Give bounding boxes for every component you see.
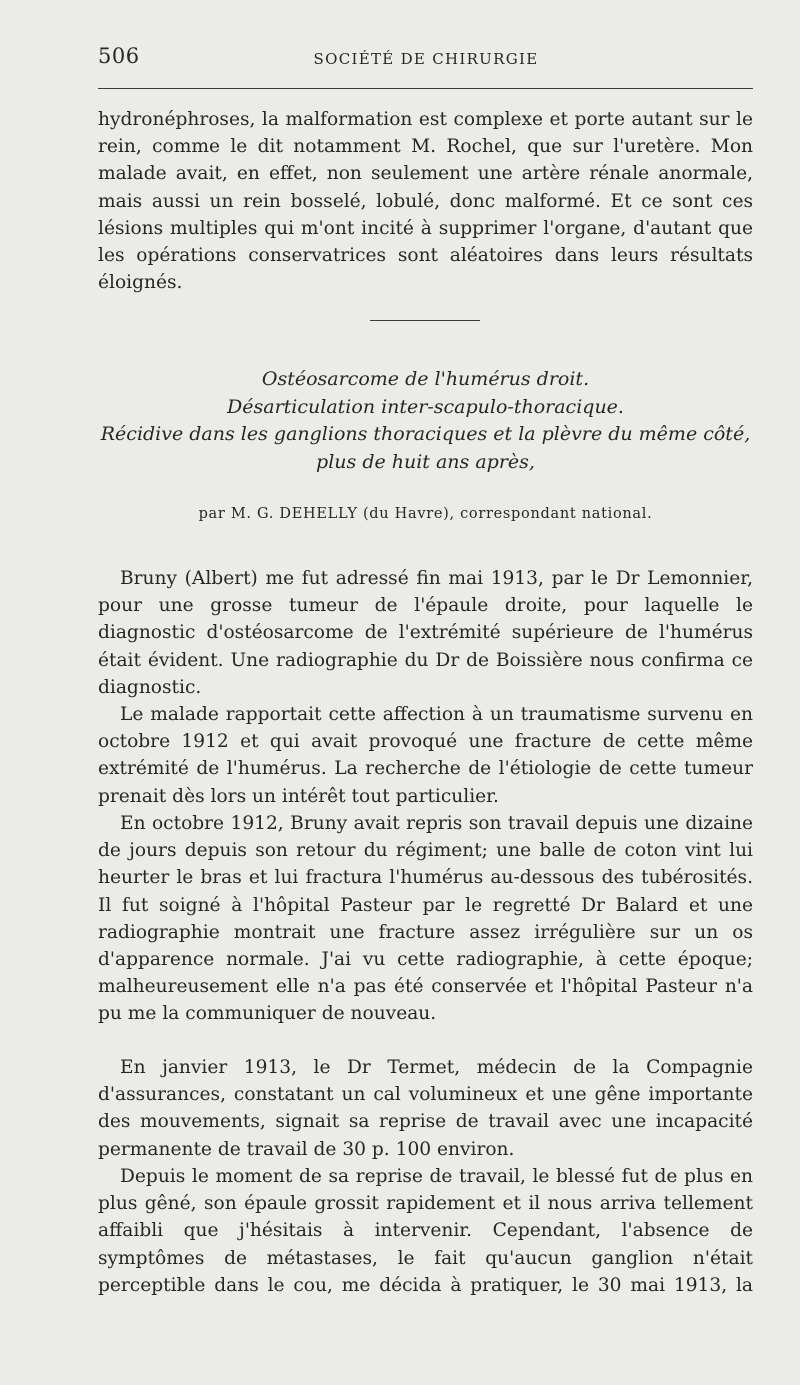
continuation-paragraph: hydronéphroses, la malformation est complexe et porte autant sur le rein, comme le dit notamment M. Rochel, que sur l'uretère. Mon malade avait, en effet, non seulement une artère rénale anormale, mais aussi un rein bosselé, lobulé, donc malformé. Et ce sont ces lésions multiples qui m'ont incité à supprimer l'organe, d'autant que les opérations conservatrices sont aléatoires dans leurs résultats éloignés. [98,109,753,294]
running-header [98,44,754,74]
page-number: 506 [98,44,140,68]
body-paragraph-3: En octobre 1912, Bruny avait repris son travail depuis une dizaine de jours depuis son retour du régiment; une balle de coton vint lui heurter le bras et lui fractura l'humérus au-dessous des tubérosités. Il fut soigné à l'hôpital Pasteur par le regretté Dr Balard et une radiographie montrait une fracture assez irrégulière sur un os d'apparence normale. J'ai vu cette radiographie, à cette époque; malheureusement elle n'a pas été conservée et l'hôpital Pasteur n'a pu me la communiquer de nouveau. [98,813,753,1025]
running-title: SOCIÉTÉ DE CHIRURGIE [313,50,539,68]
body-paragraph-2: Le malade rapportait cette affection à un traumatisme survenu en octobre 1912 et qui avait provoqué une fracture de cette même extrémité de l'humérus. La recherche de l'étiologie de cette tumeur prenait dès lors un intérêt tout particulier. [98,704,753,807]
article-title-line-2: Désarticulation inter-scapulo-thoracique. [227,395,624,418]
article-title-line-1: Ostéosarcome de l'humérus droit. [261,368,590,390]
article-title [98,366,753,476]
body-paragraph-5: Depuis le moment de sa reprise de travail, le blessé fut de plus en plus gêné, son épaule grossit rapidement et il nous arriva tellement affaibli que j'hésitais à intervenir. Cependant, l'absence de symptômes de métastases, le fait qu'aucun ganglion n'était perceptible dans le cou, me décida à pratiquer, le 30 mai 1913, la [98,1166,753,1296]
header-rule [98,88,753,89]
body-paragraph-1: Bruny (Albert) me fut adressé fin mai 1913, par le Dr Lemonnier, pour une grosse tumeur de l'épaule droite, pour laquelle le diagnostic d'ostéosarcome de l'extrémité supérieure de l'humérus était évident. Une radiographie du Dr de Boissière nous confirma ce diagnostic. [98,568,753,698]
article-title-line-3: Récidive dans les ganglions thoraciques et la plèvre du même côté, [100,423,751,445]
article-byline: par M. G. DEHELLY (du Havre), correspondant national. [198,506,653,522]
section-separator [370,320,480,321]
body-paragraph-4: En janvier 1913, le Dr Termet, médecin de la Compagnie d'assurances, constatant un cal volumineux et une gêne importante des mouvements, signait sa reprise de travail avec une incapacité permanente de travail de 30 p. 100 environ. [98,1057,753,1160]
article-title-line-4: plus de huit ans après, [316,450,535,473]
